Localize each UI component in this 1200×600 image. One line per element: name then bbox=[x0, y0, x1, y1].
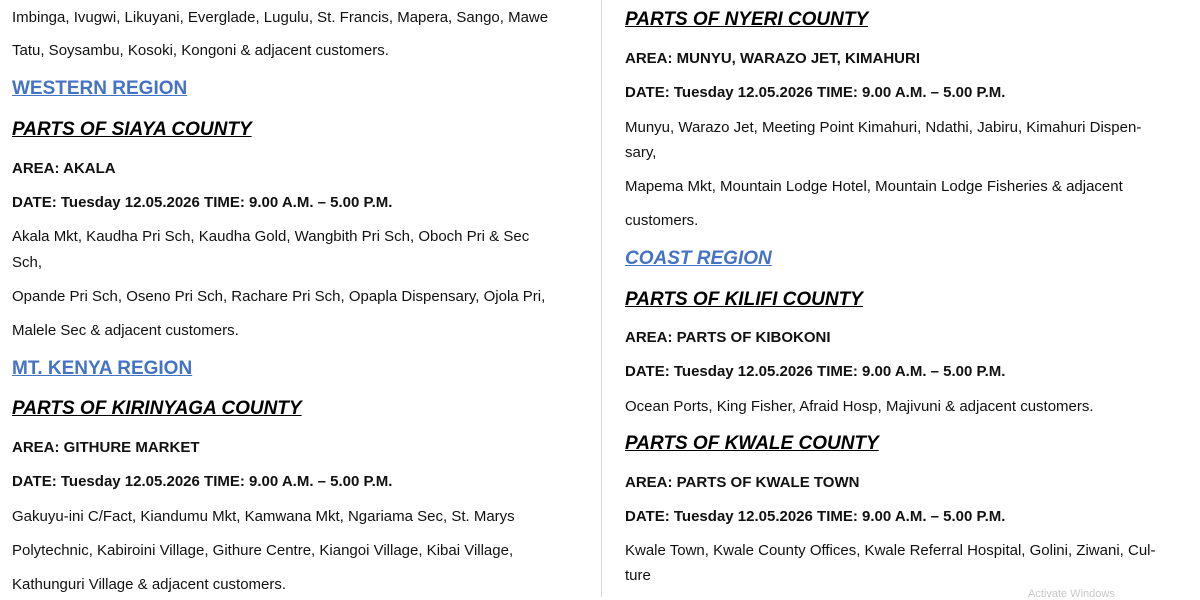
mtkenya-region-heading: MT. KENYA REGION bbox=[12, 358, 193, 379]
nyeri-location-line: Munyu, Warazo Jet, Meeting Point Kimahuri, Ndathi, Jabiru, Kimahuri Dispen- bbox=[625, 119, 1142, 136]
siaya-location-line: Opande Pri Sch, Oseno Pri Sch, Rachare Pri Sch, Opapla Dispensary, Ojola Pri, bbox=[12, 288, 546, 305]
column-divider bbox=[601, 0, 602, 597]
kirinyaga-area: AREA: GITHURE MARKET bbox=[12, 439, 200, 456]
kirinyaga-county-heading: PARTS OF KIRINYAGA COUNTY bbox=[12, 398, 302, 419]
nyeri-date: DATE: Tuesday 12.05.2026 TIME: 9.00 A.M. – 5.00 P.M. bbox=[625, 84, 1006, 101]
coast-region-heading: COAST REGION bbox=[625, 248, 772, 269]
kwale-location-line: Kwale Town, Kwale County Offices, Kwale Referral Hospital, Golini, Ziwani, Cul- bbox=[625, 542, 1156, 559]
nyeri-location-line: Mapema Mkt, Mountain Lodge Hotel, Mountain Lodge Fisheries & adjacent bbox=[625, 178, 1123, 195]
kilifi-location-line: Ocean Ports, King Fisher, Afraid Hosp, Majivuni & adjacent customers. bbox=[625, 398, 1094, 415]
kirinyaga-location-line: Kathunguri Village & adjacent customers. bbox=[12, 576, 287, 593]
siaya-location-line: Malele Sec & adjacent customers. bbox=[12, 322, 239, 339]
siaya-location-line: Sch, bbox=[12, 254, 43, 271]
siaya-location-line: Akala Mkt, Kaudha Pri Sch, Kaudha Gold, Wangbith Pri Sch, Oboch Pri & Sec bbox=[12, 228, 530, 245]
activation-watermark: Activate Windows bbox=[1028, 588, 1115, 600]
intro-line: Imbinga, Ivugwi, Likuyani, Everglade, Lugulu, St. Francis, Mapera, Sango, Mawe bbox=[12, 9, 549, 26]
nyeri-county-heading: PARTS OF NYERI COUNTY bbox=[625, 9, 869, 30]
kirinyaga-location-line: Polytechnic, Kabiroini Village, Githure Centre, Kiangoi Village, Kibai Village, bbox=[12, 542, 514, 559]
nyeri-location-line: sary, bbox=[625, 144, 657, 161]
kwale-date: DATE: Tuesday 12.05.2026 TIME: 9.00 A.M. – 5.00 P.M. bbox=[625, 508, 1006, 525]
western-region-heading: WESTERN REGION bbox=[12, 78, 188, 99]
kilifi-area: AREA: PARTS OF KIBOKONI bbox=[625, 329, 831, 346]
kilifi-county-heading: PARTS OF KILIFI COUNTY bbox=[625, 289, 863, 310]
siaya-county-heading: PARTS OF SIAYA COUNTY bbox=[12, 119, 252, 140]
nyeri-location-line: customers. bbox=[625, 212, 699, 229]
siaya-area: AREA: AKALA bbox=[12, 160, 116, 177]
kirinyaga-date: DATE: Tuesday 12.05.2026 TIME: 9.00 A.M. – 5.00 P.M. bbox=[12, 473, 393, 490]
kirinyaga-location-line: Gakuyu-ini C/Fact, Kiandumu Mkt, Kamwana Mkt, Ngariama Sec, St. Marys bbox=[12, 508, 515, 525]
kilifi-date: DATE: Tuesday 12.05.2026 TIME: 9.00 A.M. – 5.00 P.M. bbox=[625, 363, 1006, 380]
kwale-location-line: ture bbox=[625, 567, 651, 584]
siaya-date: DATE: Tuesday 12.05.2026 TIME: 9.00 A.M. – 5.00 P.M. bbox=[12, 194, 393, 211]
kwale-area: AREA: PARTS OF KWALE TOWN bbox=[625, 474, 860, 491]
intro-line: Tatu, Soysambu, Kosoki, Kongoni & adjacent customers. bbox=[12, 42, 389, 59]
kwale-county-heading: PARTS OF KWALE COUNTY bbox=[625, 433, 879, 454]
nyeri-area: AREA: MUNYU, WARAZO JET, KIMAHURI bbox=[625, 50, 920, 67]
